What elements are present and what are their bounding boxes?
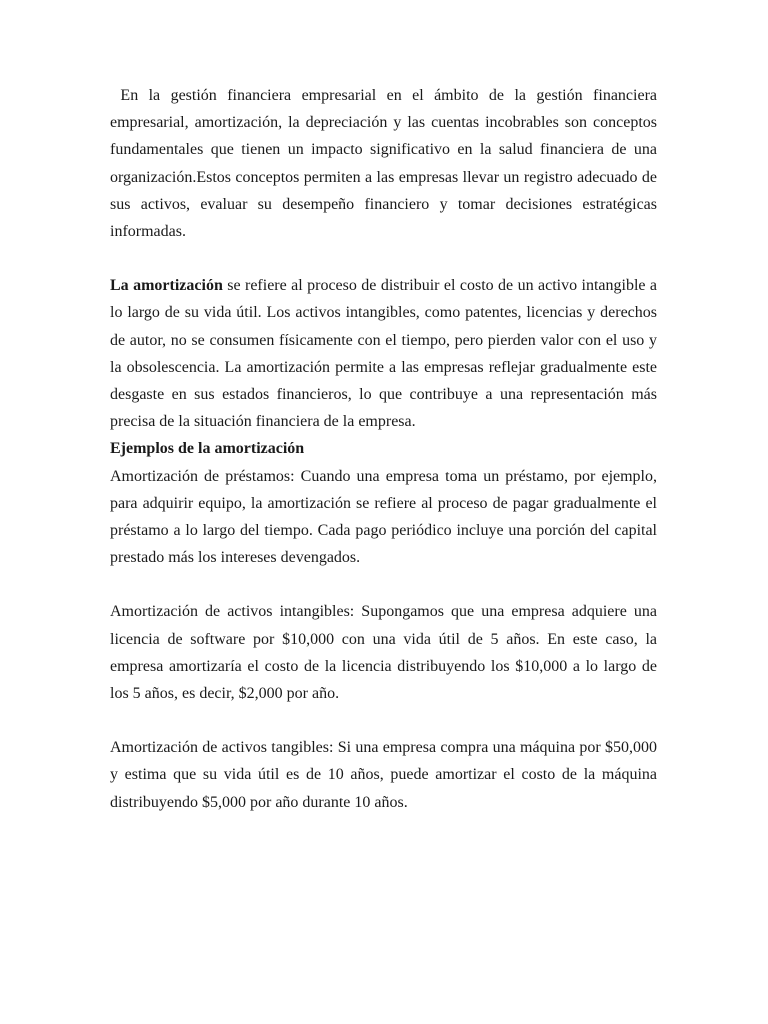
- definition-text: se refiere al proceso de distribuir el costo de un activo intangible a lo largo de su vida útil. Los activos intangibles, como patentes, licencias y derechos de autor, no se consumen físicamente con el tiempo, pero pierden valor con el uso y la obsolescencia. La amortización permite a las empresas reflejar gradualmente este desgaste en sus estados financieros, lo que contribuye a una representación más precisa de la situación financiera de la empresa.: [110, 277, 658, 431]
- example-intangible-assets-paragraph: Amortización de activos intangibles: Supongamos que una empresa adquiere una licencia de software por $10,000 con una vida útil de 5 años. En este caso, la empresa amortizaría el costo de la licencia distribuyendo los $10,000 a lo largo de los 5 años, es decir, $2,000 por año.: [110, 603, 657, 703]
- example-loans-paragraph: Amortización de préstamos: Cuando una empresa toma un préstamo, por ejemplo, para adquirir equipo, la amortización se refiere al proceso de pagar gradualmente el préstamo a lo largo del tiempo. Cada pago periódico incluye una porción del capital prestado más los intereses devengados.: [110, 467, 657, 567]
- document-page: [110, 82, 657, 816]
- example-tangible-assets-paragraph: Amortización de activos tangibles: Si una empresa compra una máquina por $50,000 y estima que su vida útil es de 10 años, puede amortizar el costo de la máquina distribuyendo $5,000 por año durante 10 años.: [110, 739, 657, 811]
- intro-paragraph: En la gestión financiera empresarial en el ámbito de la gestión financiera empresarial, amortización, la depreciación y las cuentas incobrables son conceptos fundamentales que tienen un impacto significativo en la salud financiera de una organización.Estos conceptos permiten a las empresas llevar un registro adecuado de sus activos, evaluar su desempeño financiero y tomar decisiones estratégicas informadas.: [110, 87, 657, 241]
- definition-term: La amortización: [110, 277, 223, 295]
- definition-paragraph: [110, 272, 657, 435]
- examples-heading: Ejemplos de la amortización: [110, 440, 305, 458]
